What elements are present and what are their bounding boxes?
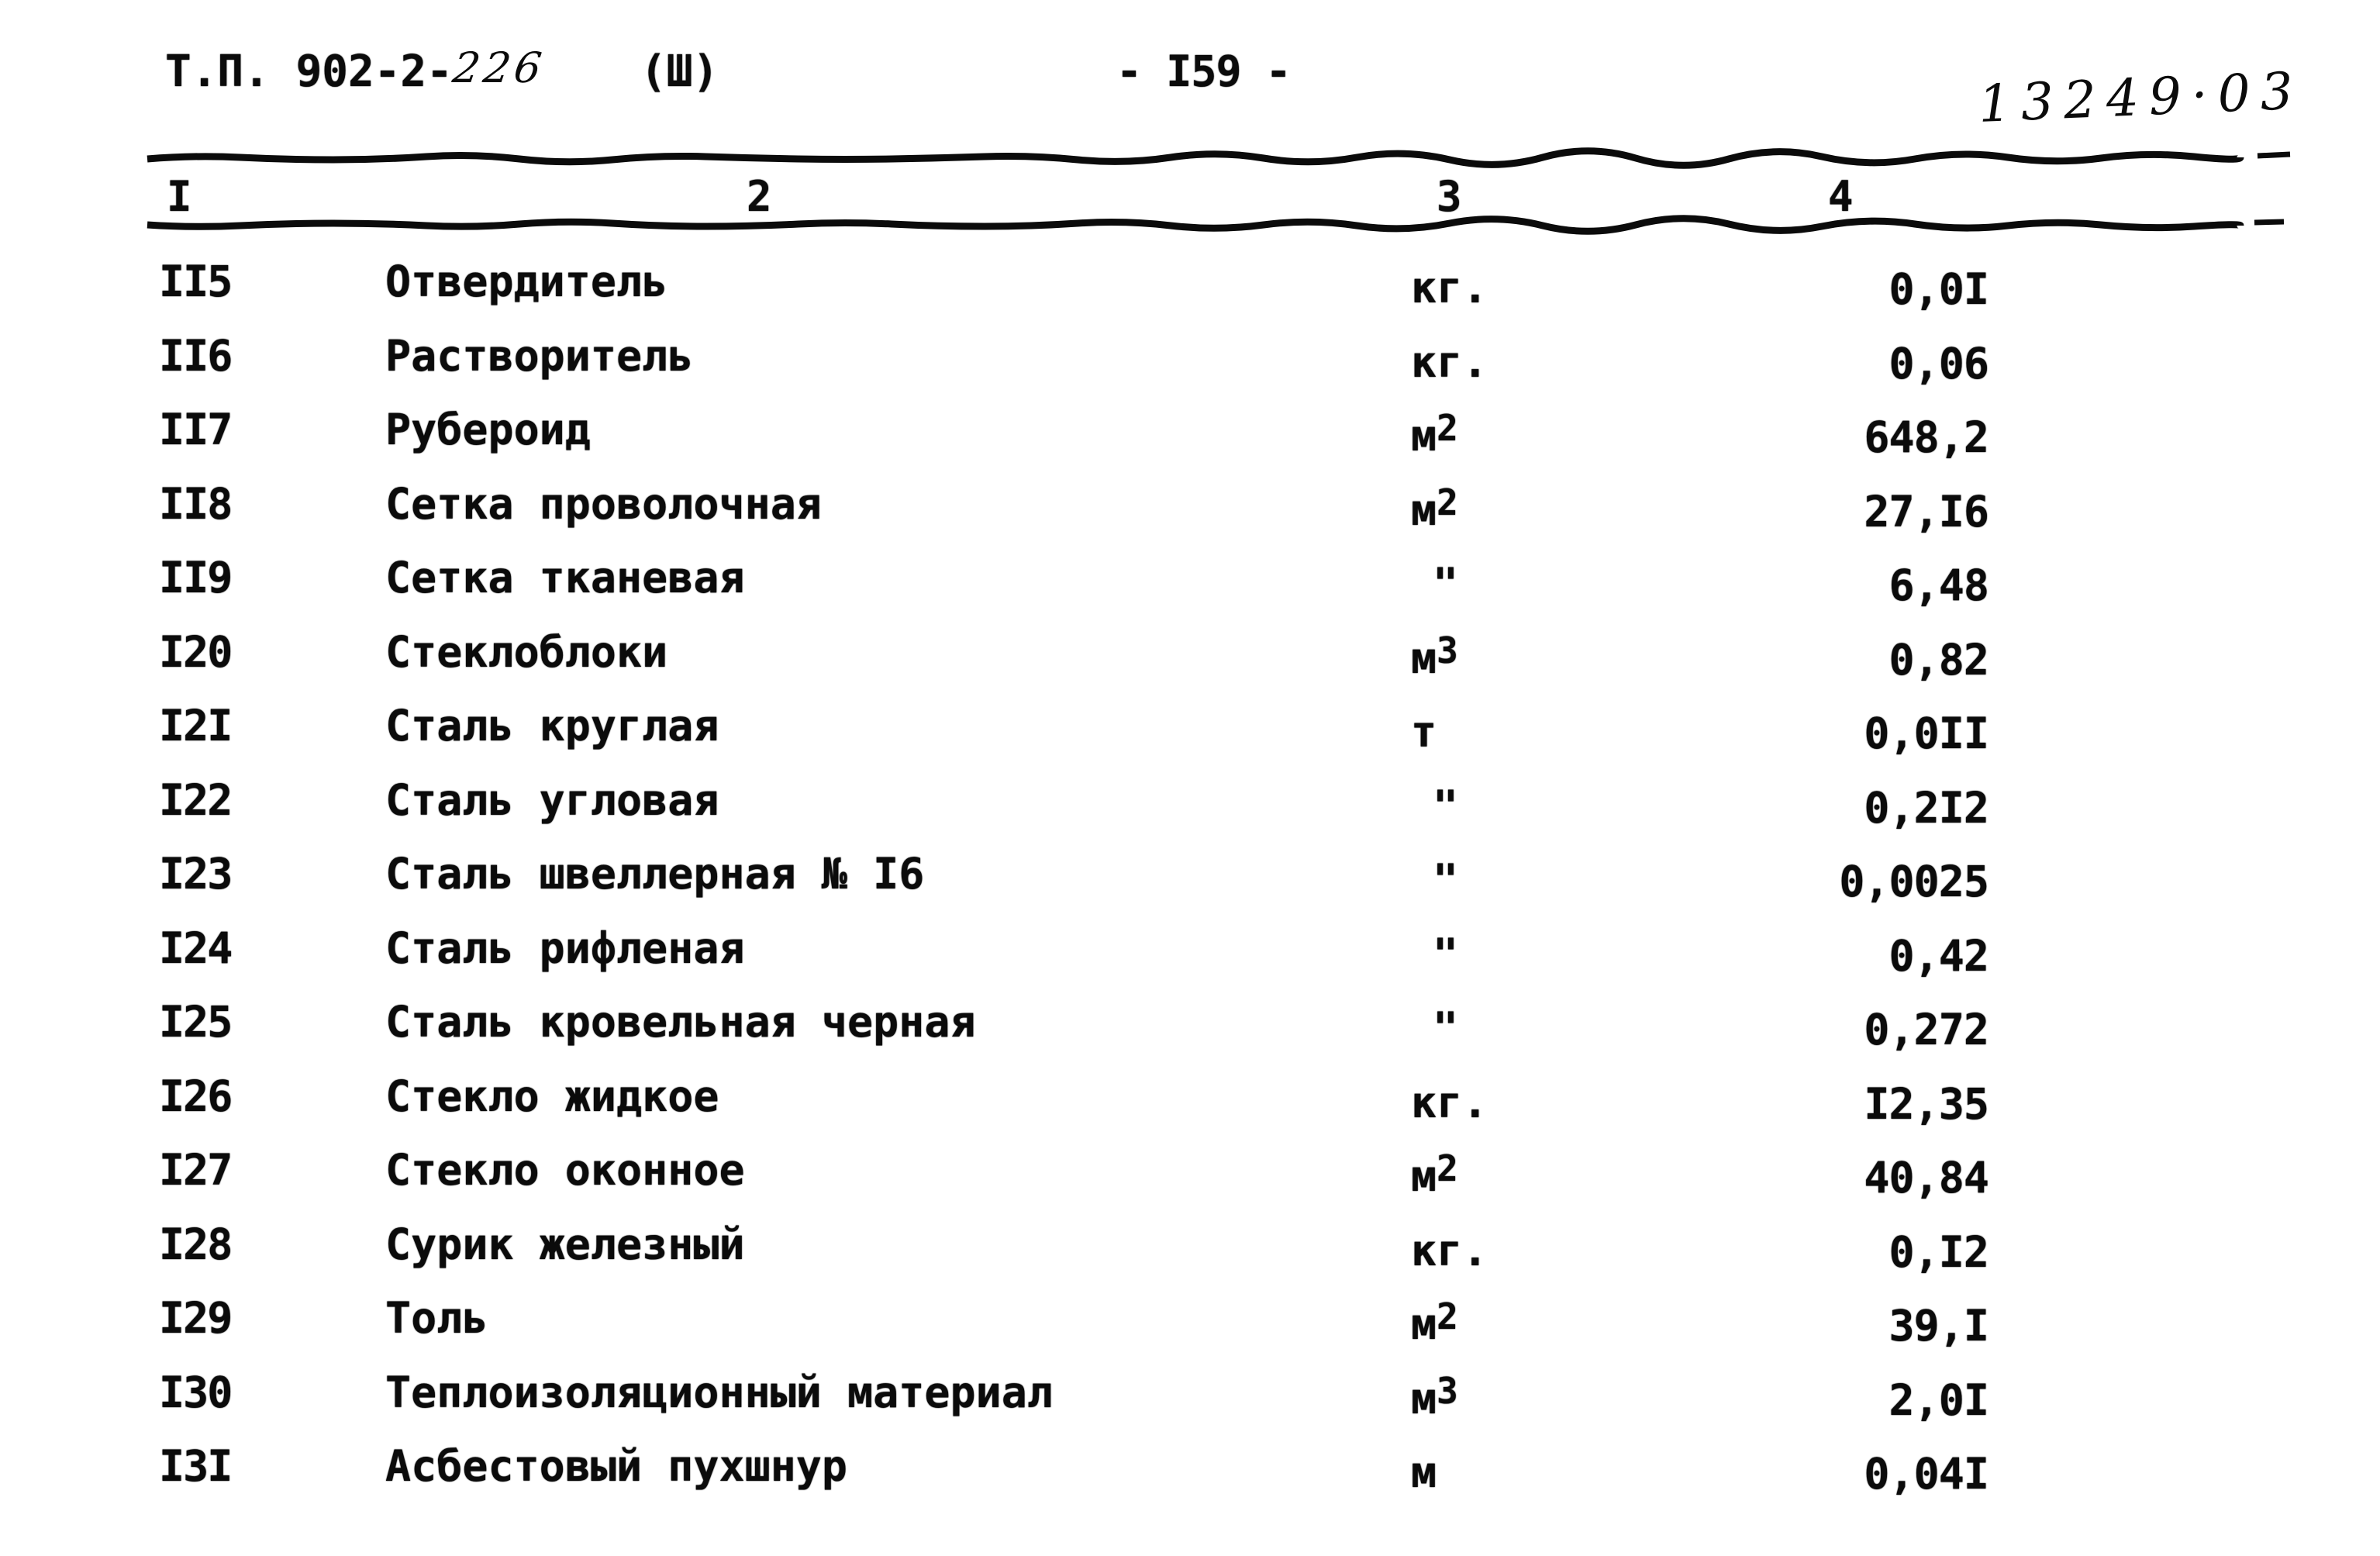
quantity-value: 0,0I: [1888, 264, 1989, 314]
material-name: Сталь круглая: [385, 701, 719, 750]
unit-cell: [1411, 781, 1597, 831]
unit-text: ": [1433, 929, 1459, 979]
quantity-value: 648,2: [1864, 412, 1989, 462]
table-row: [0, 997, 2380, 1071]
material-name: Сурик железный: [385, 1219, 745, 1269]
unit-cell: [1411, 1369, 1597, 1423]
quantity-value: 39,I: [1888, 1301, 1989, 1351]
unit-cell: [1411, 707, 1597, 757]
row-number: II7: [159, 405, 232, 454]
unit-text: ": [1433, 781, 1459, 831]
unit-superscript: 2: [1437, 1296, 1458, 1337]
table-rule-bottom-dash: [2254, 222, 2284, 223]
unit-text: кг.: [1411, 263, 1488, 312]
page-number: - I59 -: [1116, 47, 1291, 96]
unit-text: м: [1411, 1447, 1437, 1497]
quantity-value: 0,I2: [1888, 1227, 1989, 1277]
table-row: [0, 1220, 2380, 1294]
unit-cell: [1411, 930, 1597, 979]
unit-superscript: 2: [1437, 407, 1458, 449]
table-row: [0, 1368, 2380, 1442]
unit-cell: [1411, 855, 1597, 905]
quantity-value: 0,42: [1888, 930, 1989, 981]
document-code-typed: Т.П. 902-2-: [165, 47, 453, 97]
material-name: Асбестовый пухшнур: [385, 1441, 848, 1491]
unit-text: кг.: [1411, 336, 1488, 387]
column-header-1: I: [167, 172, 192, 221]
unit-cell: [1411, 337, 1597, 387]
unit-cell: [1411, 407, 1597, 461]
row-number: I24: [159, 923, 232, 973]
table-row: [0, 1293, 2380, 1368]
column-header-2: 2: [747, 172, 772, 221]
material-name: Стекло оконное: [385, 1145, 745, 1195]
material-name: Рубероид: [385, 405, 591, 454]
table-row: [0, 849, 2380, 923]
material-name: Сетка тканевая: [385, 553, 745, 602]
document-code-handwritten: 226: [450, 43, 549, 92]
unit-text: м: [1411, 1373, 1437, 1423]
table-row: [0, 1441, 2380, 1516]
table-row: [0, 923, 2380, 998]
quantity-value: 0,2I2: [1864, 782, 1989, 833]
unit-text: м: [1411, 411, 1437, 461]
unit-cell: [1411, 1003, 1597, 1053]
unit-cell: [1411, 629, 1597, 683]
table-row: [0, 1071, 2380, 1146]
quantity-value: 0,272: [1864, 1005, 1989, 1054]
quantity-value: 2,0I: [1888, 1375, 1989, 1425]
unit-cell: [1411, 1226, 1597, 1275]
table-row: [0, 479, 2380, 554]
table-row: [0, 553, 2380, 627]
material-name: Сталь кровельная черная: [385, 997, 976, 1047]
unit-text: м: [1411, 1299, 1437, 1349]
volume-mark: (Ш): [640, 47, 719, 97]
unit-cell: [1411, 1447, 1597, 1497]
row-number: I28: [159, 1219, 232, 1269]
material-name: Сетка проволочная: [385, 478, 822, 529]
unit-text: кг.: [1411, 1225, 1488, 1275]
unit-text: ": [1433, 855, 1459, 905]
row-number: I25: [159, 997, 232, 1047]
table-row: [0, 257, 2380, 331]
material-name: Растворитель: [385, 330, 694, 381]
page-header: [0, 0, 2380, 155]
unit-superscript: 3: [1437, 1369, 1458, 1412]
row-number: I26: [159, 1071, 232, 1121]
unit-text: т: [1411, 707, 1437, 757]
unit-cell: [1411, 481, 1597, 535]
row-number: II8: [159, 478, 232, 529]
material-name: Стекло жидкое: [385, 1071, 719, 1121]
column-header-3: 3: [1437, 172, 1462, 221]
material-name: Сталь угловая: [385, 775, 719, 825]
table-row: [0, 331, 2380, 405]
unit-cell: [1411, 1078, 1597, 1127]
unit-cell: [1411, 1147, 1597, 1201]
quantity-value: 0,0II: [1864, 709, 1989, 758]
unit-text: кг.: [1411, 1077, 1488, 1127]
row-number: I30: [159, 1367, 232, 1417]
table-row: [0, 627, 2380, 702]
column-header-4: 4: [1828, 172, 1854, 221]
row-number: I3I: [159, 1441, 232, 1491]
unit-superscript: 2: [1437, 1147, 1458, 1189]
unit-text: ": [1433, 559, 1459, 609]
unit-cell: [1411, 1296, 1597, 1349]
quantity-value: I2,35: [1864, 1078, 1989, 1129]
quantity-value: 40,84: [1864, 1153, 1989, 1202]
row-number: I29: [159, 1293, 232, 1343]
unit-text: м: [1411, 485, 1437, 535]
material-name: Отвердитель: [385, 257, 668, 306]
row-number: I22: [159, 775, 232, 825]
document-code: [165, 43, 549, 97]
quantity-value: 0,82: [1888, 634, 1989, 685]
unit-text: м: [1411, 633, 1437, 683]
material-name: Толь: [385, 1293, 488, 1343]
material-name: Сталь швеллерная № I6: [385, 849, 925, 899]
quantity-value: 27,I6: [1864, 486, 1989, 536]
unit-superscript: 2: [1437, 481, 1458, 523]
quantity-value: 0,04I: [1864, 1449, 1989, 1499]
row-number: II5: [159, 257, 232, 306]
row-number: II6: [159, 330, 232, 381]
row-number: I23: [159, 849, 232, 899]
unit-superscript: 3: [1437, 629, 1458, 671]
quantity-value: 6,48: [1888, 561, 1989, 610]
unit-text: ": [1433, 1003, 1459, 1053]
table-row: [0, 1145, 2380, 1220]
unit-cell: [1411, 559, 1597, 609]
row-number: II9: [159, 553, 232, 602]
handwritten-inventory-number: 13249·03: [1977, 60, 2305, 134]
table-row: [0, 701, 2380, 775]
table-body: [0, 257, 2380, 1516]
material-name: Теплоизоляционный материал: [385, 1367, 1053, 1417]
table-column-headers: [0, 172, 2380, 222]
quantity-value: 0,0025: [1839, 857, 1989, 906]
table-row: [0, 405, 2380, 479]
material-name: Сталь рифленая: [385, 923, 745, 973]
unit-cell: [1411, 263, 1597, 312]
row-number: I20: [159, 626, 232, 677]
material-name: Стеклоблоки: [385, 626, 668, 677]
unit-text: м: [1411, 1151, 1437, 1201]
row-number: I27: [159, 1145, 232, 1195]
row-number: I2I: [159, 701, 232, 750]
quantity-value: 0,06: [1888, 338, 1989, 388]
table-row: [0, 775, 2380, 850]
